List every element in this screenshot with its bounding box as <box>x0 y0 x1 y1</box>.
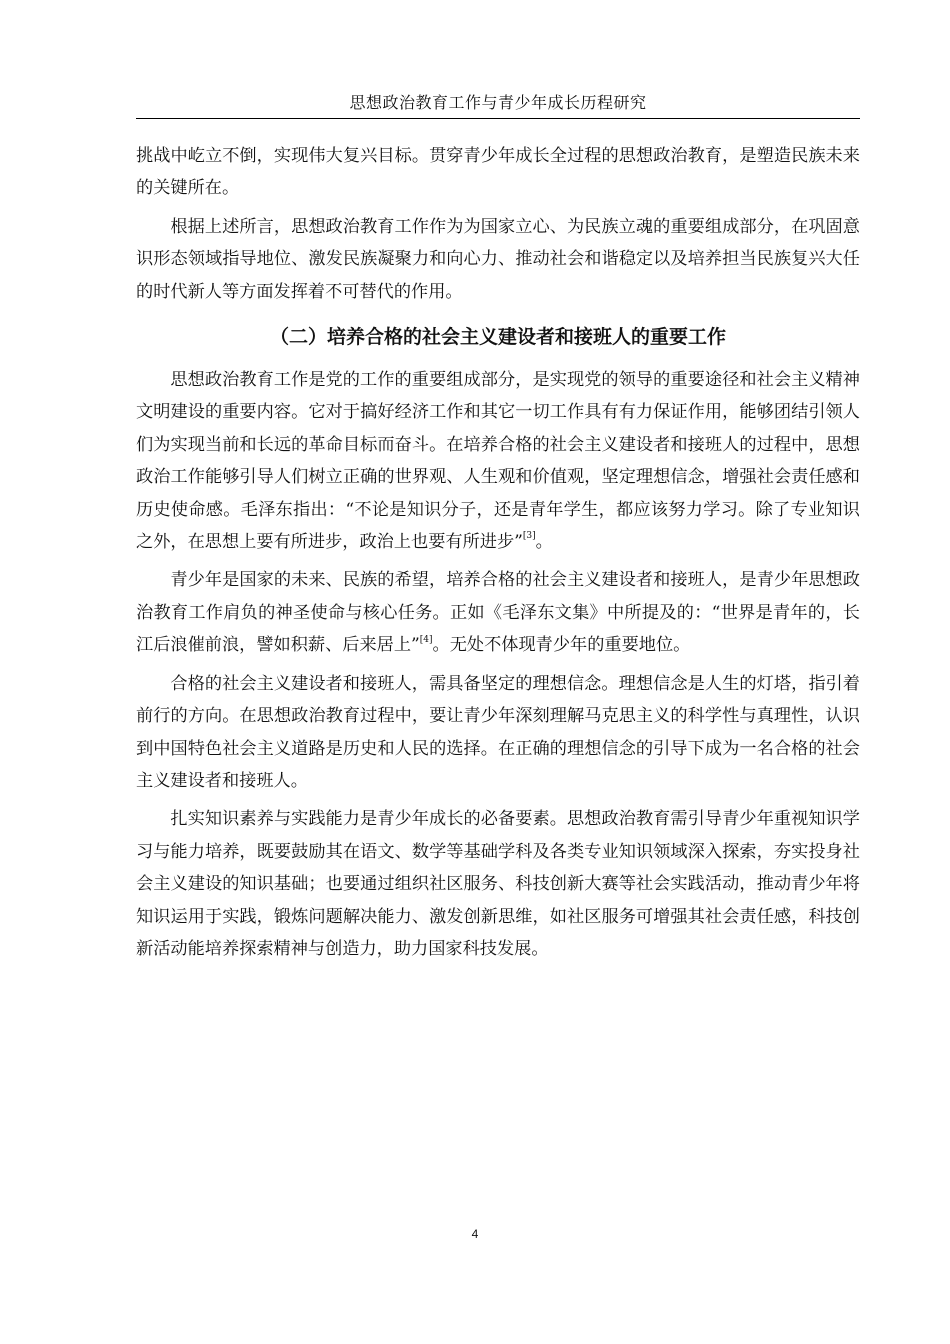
paragraph-end: 。 <box>535 532 553 553</box>
paragraph-end: 。无处不体现青少年的重要地位。 <box>432 635 691 656</box>
paragraph-knowledge-practice: 扎实知识素养与实践能力是青少年成长的必备要素。思想政治教育需引导青少年重视知识学习与能力培养，既要鼓励其在语文、数学等基础学科及各类专业知识领域深入探索，夯实投身社会主义建设的知识基础；也要通过组织社区服务、科技创新大赛等社会实践活动，推动青少年将知识运用于实践，锻炼问题解决能力、激发创新思维，如社区服务可增强其社会责任感，科技创新活动能培养探索精神与创造力，助力国家科技发展。 <box>136 809 860 959</box>
document-body <box>136 140 860 971</box>
paragraph-ideals: 合格的社会主义建设者和接班人，需具备坚定的理想信念。理想信念是人生的灯塔，指引着前行的方向。在思想政治教育过程中，要让青少年深刻理解马克思主义的科学性与真理性，认识到中国特色社会主义道路是历史和人民的选择。在正确的理想信念的引导下成为一名合格的社会主义建设者和接班人。 <box>136 673 860 791</box>
running-header: 思想政治教育工作与青少年成长历程研究 <box>349 93 647 112</box>
citation-3: [3] <box>522 531 536 542</box>
header-divider <box>136 118 860 119</box>
paragraph-text: 青少年是国家的未来、民族的希望，培养合格的社会主义建设者和接班人，是青少年思想政治教育工作肩负的神圣使命与核心任务。正如《毛泽东文集》中所提及的：“世界是青年的，长江后浪催前浪，譬如积薪、后来居上” <box>136 570 860 656</box>
page-number: 4 <box>471 1227 479 1241</box>
paragraph-party-work <box>136 364 860 558</box>
paragraph-continued: 挑战中屹立不倒，实现伟大复兴目标。贯穿青少年成长全过程的思想政治教育，是塑造民族未来的关键所在。 <box>136 146 860 199</box>
paragraph-summary: 根据上述所言，思想政治教育工作作为为国家立心、为民族立魂的重要组成部分，在巩固意识形态领域指导地位、激发民族凝聚力和向心力、推动社会和谐稳定以及培养担当民族复兴大任的时代新人等方面发挥着不可替代的作用。 <box>136 216 860 302</box>
paragraph-youth-future <box>136 564 860 661</box>
citation-4: [4] <box>419 634 433 645</box>
section-heading: （二）培养合格的社会主义建设者和接班人的重要工作 <box>269 326 726 349</box>
paragraph-text: 思想政治教育工作是党的工作的重要组成部分，是实现党的领导的重要途径和社会主义精神文明建设的重要内容。它对于搞好经济工作和其它一切工作具有有力保证作用，能够团结引领人们为实现当前和长远的革命目标而奋斗。在培养合格的社会主义建设者和接班人的过程中，思想政治工作能够引导人们树立正确的世界观、人生观和价值观，坚定理想信念，增强社会责任感和历史使命感。毛泽东指出：“不论是知识分子，还是青年学生，都应该努力学习。除了专业知识之外，在思想上要有所进步，政治上也要有所进步” <box>136 370 860 553</box>
